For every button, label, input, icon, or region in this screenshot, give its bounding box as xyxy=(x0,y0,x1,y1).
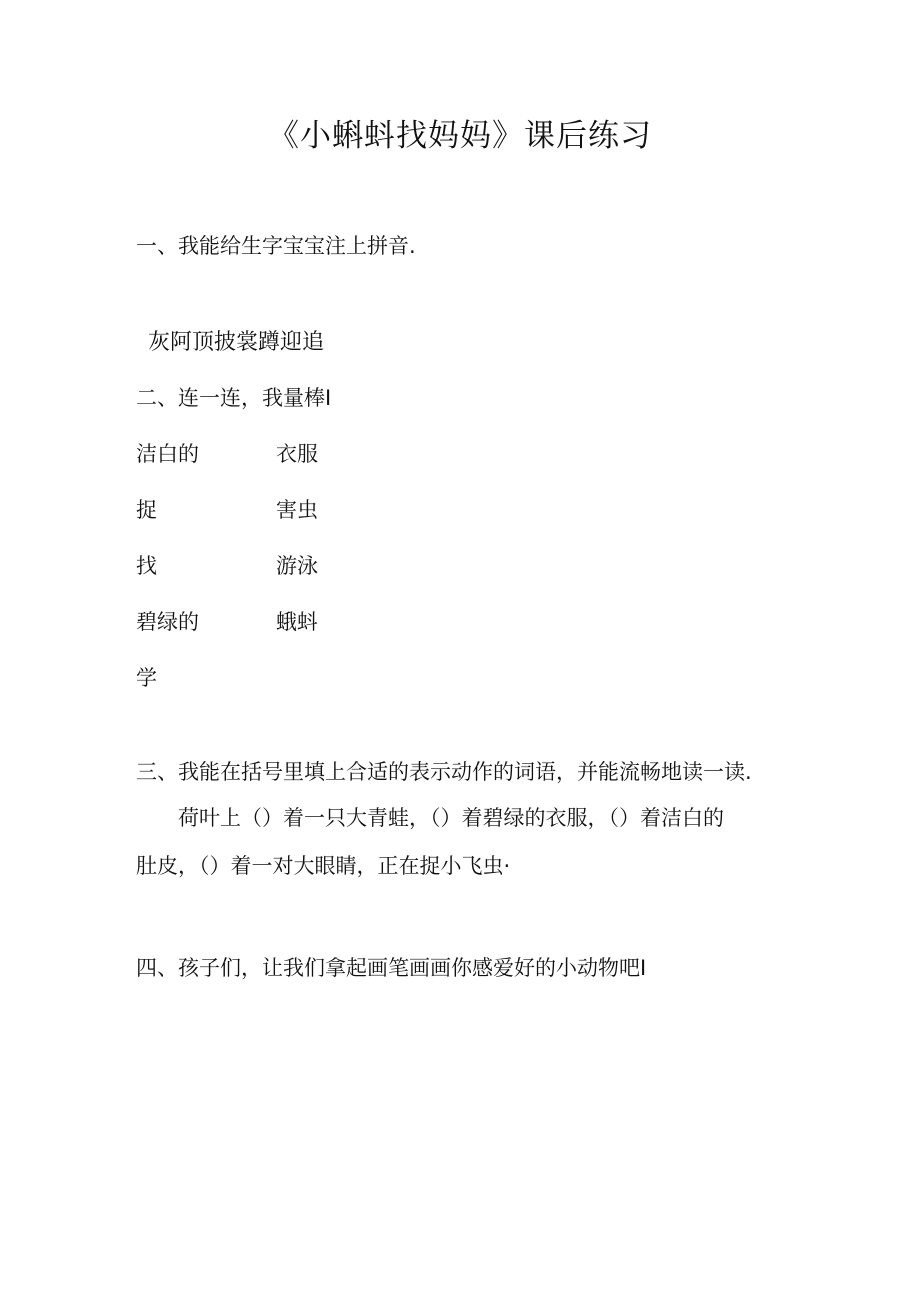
section-3-heading: 三、我能在括号里填上合适的表示动作的词语，并能流畅地读一读. xyxy=(136,760,752,784)
match-left-item: 捉 xyxy=(136,498,157,522)
match-right-item: 蛾蚪 xyxy=(276,610,318,634)
section-1-characters: 灰阿顶披裳蹲迎追 xyxy=(148,330,325,355)
section-3-paragraph-line-2: 肚皮，（）着一对大眼睛，正在捉小飞虫· xyxy=(136,854,511,878)
match-right-item: 衣服 xyxy=(276,442,318,466)
section-2-heading: 二、连一连，我量棒I xyxy=(136,386,332,410)
match-left-item: 洁白的 xyxy=(136,442,199,466)
section-3-paragraph-line-1: 荷叶上（）着一只大青蛙，（）着碧绿的衣服，（）着洁白的 xyxy=(178,806,724,830)
match-right-item: 害虫 xyxy=(276,498,318,522)
match-left-item: 学 xyxy=(136,666,157,690)
match-left-item: 找 xyxy=(136,554,157,578)
section-1-heading: 一、我能给生字宝宝注上拼音. xyxy=(136,234,416,258)
match-right-item: 游泳 xyxy=(276,554,318,578)
document-title: 《小蝌蚪找妈妈》课后练习 xyxy=(268,118,652,154)
section-4-heading: 四、孩子们，让我们拿起画笔画画你感爱好的小动物吧I xyxy=(136,956,647,980)
match-left-item: 碧绿的 xyxy=(136,610,199,634)
